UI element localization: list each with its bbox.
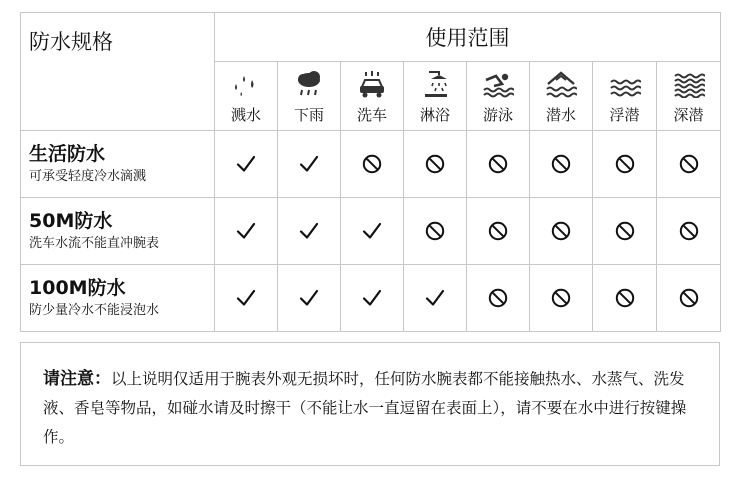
prohibited-icon	[341, 153, 403, 175]
not-allowed-cell	[593, 265, 657, 332]
not-allowed-cell	[404, 198, 467, 265]
car-wash-icon	[356, 70, 388, 98]
prohibited-icon	[593, 153, 656, 175]
spec-desc: 防少量冷水不能浸泡水	[29, 303, 160, 318]
not-allowed-cell	[530, 198, 593, 265]
not-allowed-cell	[593, 131, 657, 198]
spec-rows	[21, 131, 721, 332]
usage-label: 深潜	[673, 106, 704, 124]
usage-label: 淋浴	[419, 106, 450, 124]
check-mark-cell	[341, 265, 404, 332]
prohibited-icon	[657, 153, 720, 175]
spec-header: 防水规格	[21, 13, 215, 131]
check-icon	[341, 287, 403, 309]
spec-desc: 洗车水流不能直冲腕表	[29, 236, 160, 251]
check-mark-cell	[278, 265, 341, 332]
prohibited-icon	[404, 220, 466, 242]
check-mark-cell	[404, 265, 467, 332]
prohibited-icon	[530, 153, 592, 175]
not-allowed-cell	[467, 131, 530, 198]
check-mark-cell	[215, 198, 278, 265]
prohibited-icon	[467, 153, 529, 175]
check-mark-cell	[341, 198, 404, 265]
not-allowed-cell	[404, 131, 467, 198]
not-allowed-cell	[657, 265, 721, 332]
usage-label: 下雨	[293, 106, 324, 124]
check-icon	[341, 220, 403, 242]
usage-shower	[404, 62, 467, 131]
prohibited-icon	[467, 220, 529, 242]
usage-splash	[215, 62, 278, 131]
prohibited-icon	[593, 220, 656, 242]
usage-rain	[278, 62, 341, 131]
splash-icon	[230, 70, 262, 98]
check-icon	[215, 287, 277, 309]
not-allowed-cell	[341, 131, 404, 198]
usage-deep-dive	[657, 62, 721, 131]
diving-icon	[545, 70, 577, 98]
shower-icon	[419, 70, 451, 98]
waterproof-table	[20, 12, 721, 332]
spec-desc: 可承受轻度冷水滴溅	[29, 169, 147, 184]
notice-label: 请注意：	[43, 369, 111, 389]
check-icon	[278, 153, 340, 175]
usage-snorkel	[593, 62, 657, 131]
check-icon	[278, 287, 340, 309]
spec-title: 生活防水	[29, 143, 106, 165]
notice-text	[43, 365, 697, 452]
not-allowed-cell	[593, 198, 657, 265]
usage-label: 潜水	[545, 106, 576, 124]
check-icon	[404, 287, 466, 309]
not-allowed-cell	[467, 198, 530, 265]
usage-diving	[530, 62, 593, 131]
snorkel-waves-icon	[609, 70, 641, 98]
not-allowed-cell	[657, 198, 721, 265]
check-mark-cell	[278, 131, 341, 198]
not-allowed-cell	[530, 131, 593, 198]
notice-box	[20, 342, 720, 466]
swimming-icon	[482, 70, 514, 98]
usage-label: 洗车	[356, 106, 387, 124]
usage-label: 游泳	[482, 106, 513, 124]
usage-label: 浮潜	[609, 106, 640, 124]
check-icon	[215, 153, 277, 175]
spec-title: 100M防水	[29, 277, 126, 299]
table-row	[21, 198, 721, 265]
check-icon	[278, 220, 340, 242]
prohibited-icon	[657, 220, 720, 242]
table-row	[21, 131, 721, 198]
prohibited-icon	[530, 220, 592, 242]
deep-dive-waves-icon	[673, 70, 705, 98]
usage-swimming	[467, 62, 530, 131]
check-mark-cell	[215, 265, 278, 332]
spec-title: 50M防水	[29, 210, 113, 232]
prohibited-icon	[530, 287, 592, 309]
not-allowed-cell	[657, 131, 721, 198]
prohibited-icon	[657, 287, 720, 309]
spec-cell	[21, 265, 215, 332]
prohibited-icon	[593, 287, 656, 309]
prohibited-icon	[404, 153, 466, 175]
usage-label: 溅水	[230, 106, 261, 124]
spec-cell	[21, 131, 215, 198]
check-mark-cell	[215, 131, 278, 198]
rain-cloud-icon	[293, 70, 325, 98]
notice-body: 以上说明仅适用于腕表外观无损坏时，任何防水腕表都不能接触热水、水蒸气、洗发液、香皂等物品，如碰水请及时擦干（不能让水一直逗留在表面上），请不要在水中进行按键操作。	[43, 370, 687, 446]
check-icon	[215, 220, 277, 242]
spec-cell	[21, 198, 215, 265]
not-allowed-cell	[530, 265, 593, 332]
table-row	[21, 265, 721, 332]
not-allowed-cell	[467, 265, 530, 332]
range-header: 使用范围	[215, 13, 721, 62]
check-mark-cell	[278, 198, 341, 265]
waterproof-spec-sheet	[20, 12, 720, 467]
prohibited-icon	[467, 287, 529, 309]
usage-car-wash	[341, 62, 404, 131]
